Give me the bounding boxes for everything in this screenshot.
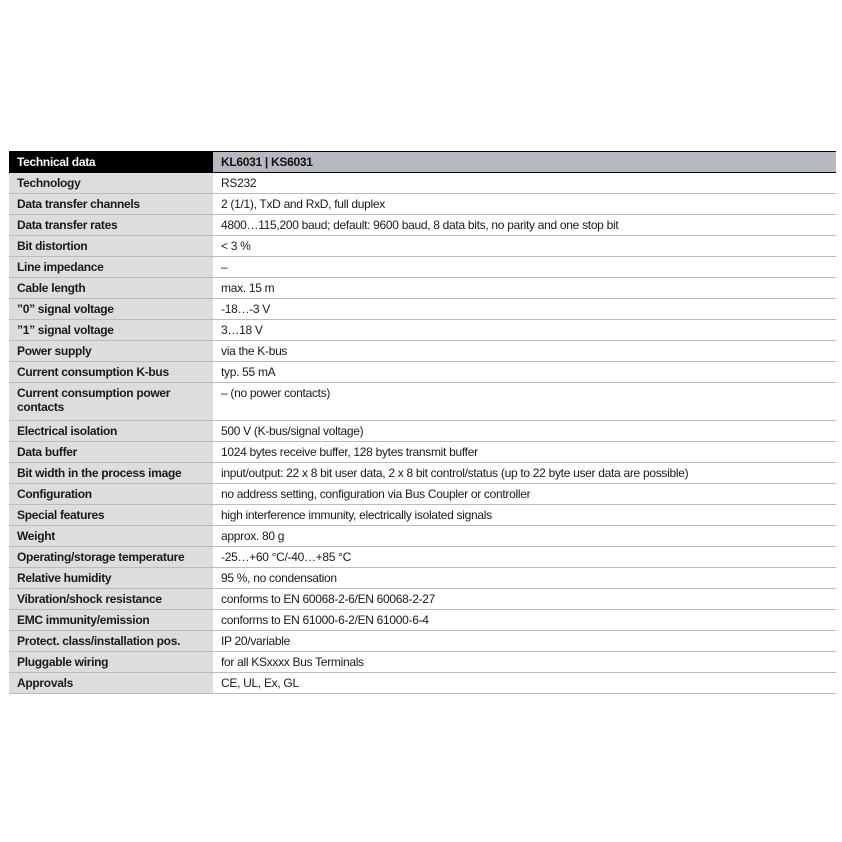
spec-label: Power supply: [9, 341, 213, 362]
spec-value: 1024 bytes receive buffer, 128 bytes transmit buffer: [213, 442, 836, 463]
spec-value: high interference immunity, electrically isolated signals: [213, 505, 836, 526]
spec-label: Data buffer: [9, 442, 213, 463]
spec-value: no address setting, configuration via Bus Coupler or controller: [213, 484, 836, 505]
spec-label: Relative humidity: [9, 568, 213, 589]
spec-value: CE, UL, Ex, GL: [213, 673, 836, 694]
spec-label: EMC immunity/emission: [9, 610, 213, 631]
table-row: [9, 299, 836, 320]
table-row: [9, 278, 836, 299]
table-row: [9, 631, 836, 652]
table-row: [9, 383, 836, 421]
spec-value: approx. 80 g: [213, 526, 836, 547]
spec-value: IP 20/variable: [213, 631, 836, 652]
spec-value: 95 %, no condensation: [213, 568, 836, 589]
table-row: [9, 173, 836, 194]
spec-value: – (no power contacts): [213, 383, 836, 421]
spec-label: Approvals: [9, 673, 213, 694]
spec-label: ”1” signal voltage: [9, 320, 213, 341]
spec-value: RS232: [213, 173, 836, 194]
spec-label: Operating/storage temperature: [9, 547, 213, 568]
spec-value: conforms to EN 60068-2-6/EN 60068-2-27: [213, 589, 836, 610]
table-row: [9, 257, 836, 278]
spec-label: Protect. class/installation pos.: [9, 631, 213, 652]
table-row: [9, 442, 836, 463]
spec-label: Configuration: [9, 484, 213, 505]
spec-value: -25…+60 °C/-40…+85 °C: [213, 547, 836, 568]
spec-value: for all KSxxxx Bus Terminals: [213, 652, 836, 673]
spec-value: typ. 55 mA: [213, 362, 836, 383]
spec-label: Cable length: [9, 278, 213, 299]
table-row: [9, 505, 836, 526]
spec-value: 4800…115,200 baud; default: 9600 baud, 8 data bits, no parity and one stop bit: [213, 215, 836, 236]
table-row: [9, 547, 836, 568]
technical-data-table: [9, 151, 836, 694]
header-label: Technical data: [9, 152, 213, 173]
table-row: [9, 194, 836, 215]
table-row: [9, 463, 836, 484]
table-row: [9, 362, 836, 383]
table-row: [9, 568, 836, 589]
table-header-row: [9, 152, 836, 173]
spec-label: Technology: [9, 173, 213, 194]
spec-label: Pluggable wiring: [9, 652, 213, 673]
spec-label: Weight: [9, 526, 213, 547]
header-product: KL6031 | KS6031: [213, 152, 836, 173]
table-row: [9, 421, 836, 442]
spec-value: -18…-3 V: [213, 299, 836, 320]
spec-label: Line impedance: [9, 257, 213, 278]
spec-label: Special features: [9, 505, 213, 526]
spec-label: Bit width in the process image: [9, 463, 213, 484]
spec-label: Vibration/shock resistance: [9, 589, 213, 610]
spec-value: 500 V (K-bus/signal voltage): [213, 421, 836, 442]
table-row: [9, 652, 836, 673]
spec-value: 2 (1/1), TxD and RxD, full duplex: [213, 194, 836, 215]
table-row: [9, 610, 836, 631]
spec-label: Bit distortion: [9, 236, 213, 257]
spec-label: Data transfer channels: [9, 194, 213, 215]
spec-label: Current consumption K-bus: [9, 362, 213, 383]
table-row: [9, 215, 836, 236]
spec-value: < 3 %: [213, 236, 836, 257]
spec-label: ”0” signal voltage: [9, 299, 213, 320]
table-row: [9, 236, 836, 257]
table-row: [9, 526, 836, 547]
table-row: [9, 589, 836, 610]
spec-label: Data transfer rates: [9, 215, 213, 236]
table-row: [9, 341, 836, 362]
spec-label: Current consumption power contacts: [9, 383, 213, 421]
spec-label: Electrical isolation: [9, 421, 213, 442]
table-row: [9, 484, 836, 505]
table-row: [9, 673, 836, 694]
spec-value: conforms to EN 61000-6-2/EN 61000-6-4: [213, 610, 836, 631]
table-row: [9, 320, 836, 341]
spec-value: input/output: 22 x 8 bit user data, 2 x 8 bit control/status (up to 22 byte user data are possible): [213, 463, 836, 484]
spec-value: max. 15 m: [213, 278, 836, 299]
spec-value: via the K-bus: [213, 341, 836, 362]
spec-value: 3…18 V: [213, 320, 836, 341]
spec-value: –: [213, 257, 836, 278]
